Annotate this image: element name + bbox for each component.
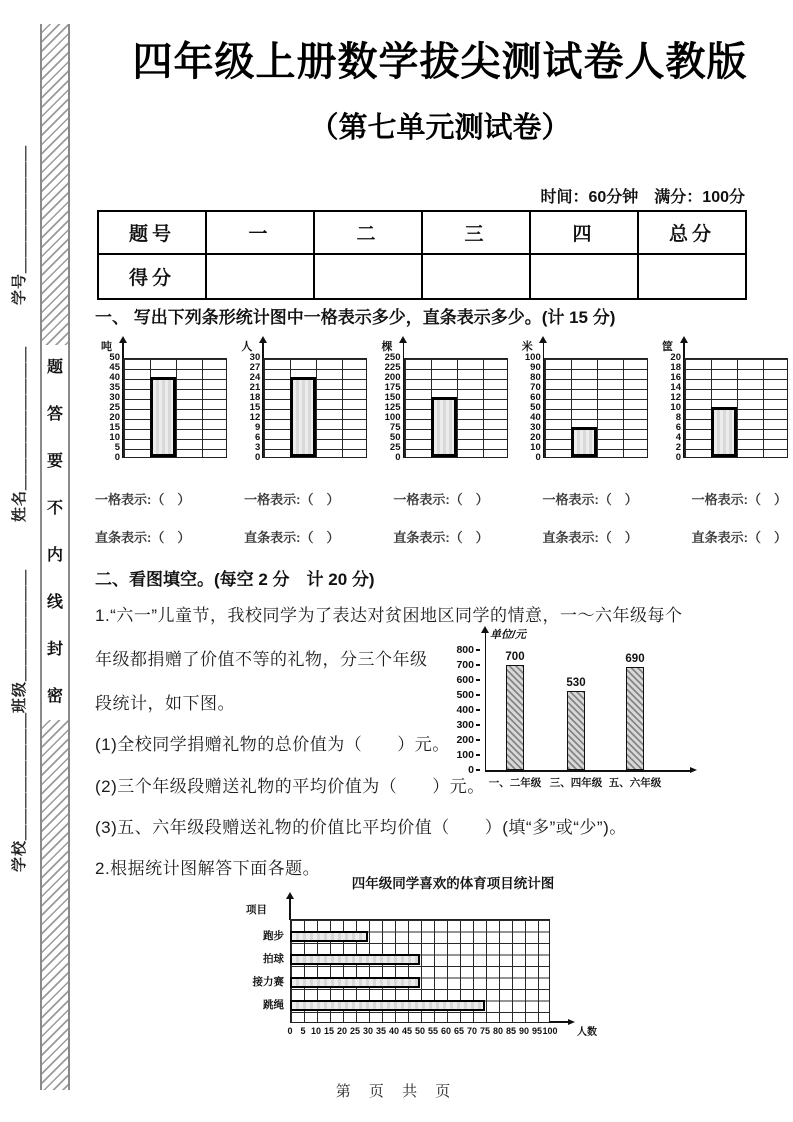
x-tick-label: 25 — [349, 1025, 361, 1036]
y-tick-label: 14 — [670, 382, 681, 393]
chart-bar — [290, 1000, 485, 1012]
score-table — [97, 210, 747, 300]
score-table-cell: 二 — [314, 211, 422, 254]
y-tick-label: 8 — [675, 412, 681, 423]
x-category-label: 五、六年级 — [608, 777, 662, 789]
x-tick-label: 60 — [440, 1025, 452, 1036]
y-tick-label: 18 — [670, 362, 681, 373]
x-tick-label: 90 — [518, 1025, 530, 1036]
y-tick-label: 90 — [530, 362, 541, 373]
x-tick-label: 0 — [287, 1025, 293, 1036]
seal-char: 题 — [46, 359, 63, 377]
name-field: 姓名＿＿＿＿＿＿＿＿＿ — [11, 345, 28, 522]
chart-grid — [544, 358, 648, 458]
score-table-cell: 四 — [530, 211, 638, 254]
y-tick-label: 24 — [249, 372, 261, 383]
q2-heading: 二、看图填空。(每空 2 分 计 20 分) — [95, 570, 375, 589]
y-tick-label: 50 — [389, 432, 401, 443]
sports-chart — [228, 872, 688, 1050]
y-category-label: 拍球 — [263, 953, 284, 965]
x-tick-label: 65 — [453, 1025, 465, 1036]
seal-char: 封 — [46, 640, 63, 658]
score-table-empty-cell — [314, 254, 422, 299]
exam-info: 时间：60分钟 满分：100分 — [540, 189, 745, 206]
chart-bar — [626, 667, 644, 771]
chart-bar — [506, 665, 524, 770]
x-tick-label: 15 — [323, 1025, 335, 1036]
score-table-score-row — [98, 254, 746, 299]
x-tick-label: 5 — [300, 1025, 306, 1036]
seal-char: 不 — [46, 500, 63, 518]
q2-text-line: 段统计，如下图。 — [95, 694, 235, 713]
bar-represents-label: 直条表示:（ ） — [393, 530, 489, 545]
y-tick-label: 125 — [384, 402, 401, 413]
student-id-field: 学号＿＿＿＿＿＿＿＿ — [11, 144, 28, 305]
grid-represents-label: 一格表示:（ ） — [393, 492, 489, 507]
y-tick-label: 0 — [395, 452, 401, 463]
class-field: 班级＿＿＿＿＿＿＿ — [11, 568, 28, 713]
seal-text — [42, 345, 68, 720]
chart-bar — [290, 931, 368, 943]
q2-text-line: 年级都捐赠了价值不等的礼物，分三个年级 — [95, 650, 428, 669]
x-tick-label: 100 — [542, 1025, 558, 1036]
grid-bar-chart — [376, 338, 510, 474]
x-category-label: 一、二年级 — [488, 777, 542, 789]
y-tick-label: 15 — [249, 402, 261, 413]
y-tick-label: 16 — [670, 372, 681, 383]
axis-unit-label: 单位/元 — [490, 629, 527, 641]
y-tick-label: 5 — [114, 442, 120, 453]
y-tick-label: 10 — [109, 432, 120, 443]
q2-text-line: 1.“六一”儿童节，我校同学为了表达对贫困地区同学的情意，一～六年级每个 — [95, 606, 683, 625]
chart-bar — [290, 377, 316, 457]
y-tick-label: 20 — [670, 352, 681, 363]
y-axis-arrow — [539, 336, 547, 343]
chart-bar — [711, 407, 737, 457]
x-axis — [549, 1021, 570, 1023]
x-tick-label: 30 — [362, 1025, 374, 1036]
chart-bar — [571, 427, 597, 457]
grid-represents-label: 一格表示:（ ） — [542, 492, 638, 507]
y-axis-arrow — [481, 626, 489, 633]
score-table-cell: 题号 — [98, 211, 206, 254]
score-table-cell: 总分 — [638, 211, 746, 254]
y-tick-label: 6 — [675, 422, 681, 433]
x-axis-label: 人数 — [577, 1027, 597, 1038]
grid-bar-chart — [235, 338, 369, 474]
chart-bar — [431, 397, 457, 457]
y-tick-label: 45 — [109, 362, 120, 373]
x-tick-label: 55 — [427, 1025, 439, 1036]
y-category-label: 跑步 — [263, 930, 284, 942]
y-tick-label: 27 — [249, 362, 261, 373]
y-tick-label: 60 — [530, 392, 541, 403]
y-tick-label: 500 — [454, 690, 480, 701]
y-tick-label: 100 — [454, 750, 480, 761]
y-tick-label: 75 — [389, 422, 401, 433]
y-tick-label: 4 — [675, 432, 681, 443]
bar-value-label: 530 — [566, 676, 586, 689]
seal-char: 线 — [46, 593, 63, 611]
y-tick-label: 10 — [670, 402, 681, 413]
y-tick-label: 0 — [454, 765, 480, 776]
x-tick-label: 75 — [479, 1025, 491, 1036]
y-tick-label: 50 — [530, 402, 541, 413]
x-tick-label: 95 — [531, 1025, 543, 1036]
grid-represents-label: 一格表示:（ ） — [691, 492, 787, 507]
y-tick-label: 250 — [384, 352, 401, 363]
grid-bar-chart — [95, 338, 229, 474]
q2-sub-question-1: (1)全校同学捐赠礼物的总价值为（ ）元。 — [95, 735, 450, 754]
x-tick-label: 20 — [336, 1025, 348, 1036]
x-tick-label: 80 — [492, 1025, 504, 1036]
seal-line-strip — [40, 24, 70, 1090]
y-tick-label: 6 — [254, 432, 261, 443]
x-tick-label: 45 — [401, 1025, 413, 1036]
y-axis-arrow — [399, 336, 407, 343]
bar-value-label: 700 — [505, 651, 525, 663]
grid-bar-chart — [656, 338, 790, 474]
y-tick-label: 20 — [530, 432, 541, 443]
q1-heading: 一、 写出下列条形统计图中一格表示多少，直条表示多少。(计 15 分) — [95, 308, 616, 327]
chart-bar — [567, 691, 585, 771]
score-table-empty-cell — [530, 254, 638, 299]
x-axis-arrow — [568, 1019, 575, 1025]
y-category-label: 跳绳 — [263, 999, 284, 1011]
y-tick-label: 100 — [384, 412, 401, 423]
score-table-empty-cell — [206, 254, 314, 299]
y-tick-label: 30 — [109, 392, 120, 403]
q1-bar-represents-row — [95, 527, 787, 546]
y-tick-label: 50 — [109, 352, 120, 363]
q1-grid-represents-row — [95, 489, 787, 508]
score-table-empty-cell — [638, 254, 746, 299]
school-field: 学校＿＿＿＿＿＿＿＿ — [11, 711, 28, 872]
seal-char: 答 — [46, 406, 63, 424]
axis-unit-label: 米 — [521, 341, 533, 353]
y-tick-label: 3 — [254, 442, 261, 453]
y-tick-label: 0 — [535, 452, 541, 463]
bar-represents-label: 直条表示:（ ） — [542, 530, 638, 545]
gift-value-chart — [452, 626, 782, 791]
y-axis-label: 项目 — [246, 904, 267, 916]
axis-unit-label: 吨 — [101, 341, 112, 353]
bar-represents-label: 直条表示:（ ） — [95, 530, 191, 545]
x-tick-label: 50 — [414, 1025, 426, 1036]
axis-unit-label: 人 — [241, 341, 253, 353]
y-tick-label: 2 — [675, 442, 681, 453]
y-tick-label: 225 — [384, 362, 401, 373]
y-tick-label: 150 — [384, 392, 401, 403]
y-tick-label: 9 — [254, 422, 261, 433]
x-tick-label: 70 — [466, 1025, 478, 1036]
seal-hatch-top — [42, 24, 68, 345]
chart-grid — [404, 358, 508, 458]
y-tick-label: 35 — [109, 382, 120, 393]
y-axis-arrow — [259, 336, 267, 343]
seal-char: 内 — [46, 546, 63, 564]
chart-grid — [684, 358, 788, 458]
page-subtitle: （第七单元测试卷） — [309, 112, 571, 144]
y-tick-label: 400 — [454, 705, 480, 716]
page-title: 四年级上册数学拔尖测试卷人教版 — [132, 40, 748, 84]
y-axis-arrow — [286, 892, 294, 899]
q2-part2-heading: 2.根据统计图解答下面各题。 — [95, 859, 321, 878]
y-tick-label: 40 — [109, 372, 120, 383]
score-table-empty-cell — [422, 254, 530, 299]
y-tick-label: 30 — [249, 352, 261, 363]
axis-unit-label: 筐 — [662, 341, 673, 353]
x-axis — [485, 770, 692, 772]
y-axis — [289, 899, 291, 920]
y-tick-label: 30 — [530, 422, 541, 433]
y-tick-label: 0 — [675, 452, 681, 463]
chart-bar — [290, 954, 420, 966]
axis-unit-label: 棵 — [381, 341, 393, 353]
y-tick-label: 200 — [384, 372, 401, 383]
bar-represents-label: 直条表示:（ ） — [691, 530, 787, 545]
y-tick-label: 12 — [670, 392, 681, 403]
y-tick-label: 20 — [109, 412, 120, 423]
page-footer: 第 页 共 页 — [335, 1083, 458, 1100]
y-tick-label: 700 — [454, 660, 480, 671]
y-tick-label: 15 — [109, 422, 120, 433]
x-tick-label: 40 — [388, 1025, 400, 1036]
grid-bar-chart — [516, 338, 650, 474]
y-tick-label: 100 — [524, 352, 541, 363]
q2-sub-question-2: (2)三个年级段赠送礼物的平均价值为（ ）元。 — [95, 777, 485, 796]
x-category-label: 三、四年级 — [549, 777, 603, 789]
y-tick-label: 70 — [530, 382, 541, 393]
seal-char: 要 — [46, 453, 63, 471]
y-tick-label: 10 — [530, 442, 541, 453]
x-tick-label: 85 — [505, 1025, 517, 1036]
score-table-cell: 三 — [422, 211, 530, 254]
grid-represents-label: 一格表示:（ ） — [95, 492, 191, 507]
x-axis-arrow — [690, 767, 697, 773]
q2-sub-question-3: (3)五、六年级段赠送礼物的价值比平均价值（ ）(填“多”或“少”)。 — [95, 818, 627, 837]
score-table-header-row — [98, 211, 746, 254]
y-tick-label: 18 — [249, 392, 261, 403]
chart-grid — [263, 358, 367, 458]
y-tick-label: 21 — [249, 382, 261, 393]
y-tick-label: 80 — [530, 372, 541, 383]
y-axis — [485, 633, 487, 771]
bar-value-label: 690 — [625, 652, 645, 665]
y-tick-label: 0 — [114, 452, 120, 463]
x-tick-label: 10 — [310, 1025, 322, 1036]
y-tick-label: 12 — [249, 412, 261, 423]
y-axis-arrow — [119, 336, 127, 343]
y-tick-label: 175 — [384, 382, 401, 393]
x-tick-label: 35 — [375, 1025, 387, 1036]
chart-bar — [290, 977, 420, 989]
y-tick-label: 25 — [109, 402, 120, 413]
grid-represents-label: 一格表示:（ ） — [244, 492, 340, 507]
y-category-label: 接力赛 — [252, 976, 284, 988]
y-tick-label: 0 — [254, 452, 261, 463]
y-tick-label: 600 — [454, 675, 480, 686]
y-axis-arrow — [680, 336, 688, 343]
chart-bar — [150, 377, 176, 457]
y-tick-label: 200 — [454, 735, 480, 746]
seal-hatch-bottom — [42, 720, 68, 1090]
bar-represents-label: 直条表示:（ ） — [244, 530, 340, 545]
chart-title: 四年级同学喜欢的体育项目统计图 — [351, 876, 555, 891]
chart-grid — [123, 358, 227, 458]
y-tick-label: 800 — [454, 645, 480, 656]
seal-char: 密 — [46, 687, 63, 705]
q1-bar-charts — [95, 338, 790, 476]
score-table-cell: 得分 — [98, 254, 206, 299]
y-tick-label: 300 — [454, 720, 480, 731]
y-tick-label: 40 — [530, 412, 541, 423]
y-tick-label: 25 — [389, 442, 401, 453]
score-table-cell: 一 — [206, 211, 314, 254]
